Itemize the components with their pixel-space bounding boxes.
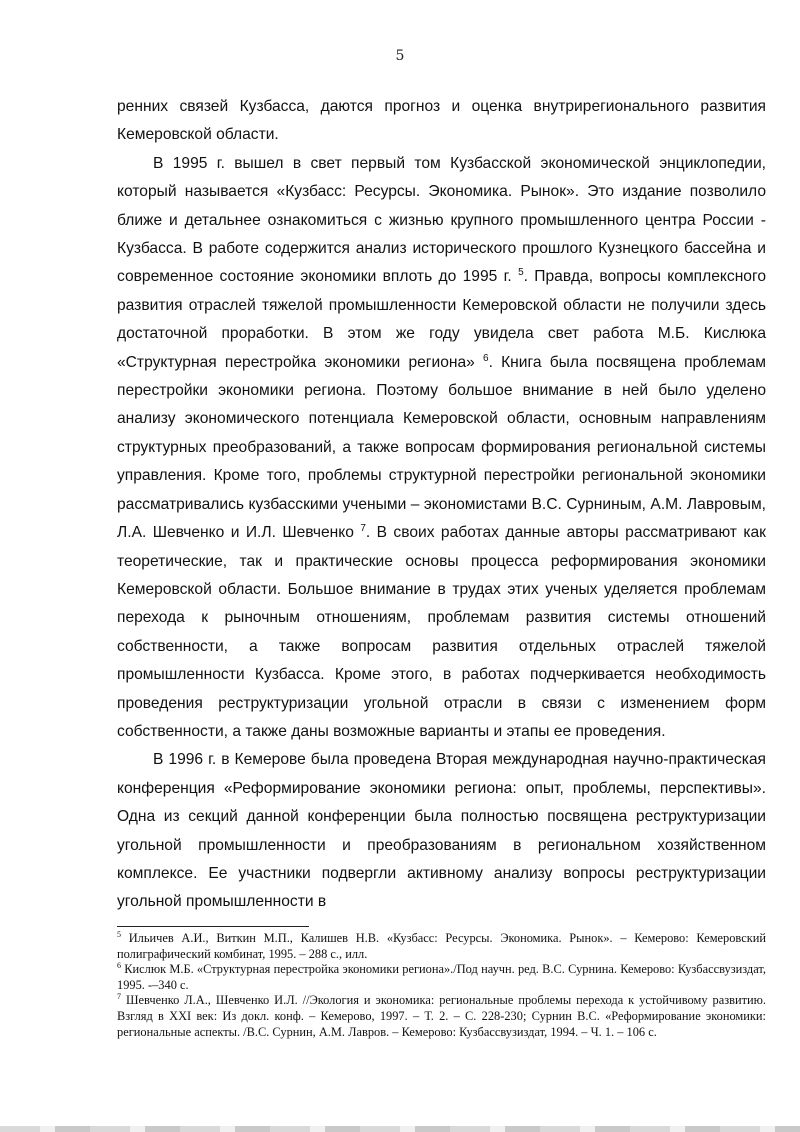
text-run: В 1995 г. вышел в свет первый том Кузбасской экономической энциклопедии, который называется «Кузбасс: Ресурсы. Экономика. Рынок». Это издание позволило ближе и детальнее ознакомиться с жизнью крупного промышленного центра России - Кузбасса. В работе содержится анализ исторического прошлого Кузнецкого бассейна и современное состояние экономики вплоть до 1995 г. — [117, 154, 766, 286]
paragraph-3 — [117, 746, 766, 916]
text-run: . В своих работах данные авторы рассматривают как теоретические, так и практические основы процесса реформирования экономики Кемеровской области. Большое внимание в трудах этих ученых уделяется проблемам перехода к рыночным отношениям, проблемам развития системы отношений собственности, а также вопросам развития отдельных отраслей тяжелой промышленности Кузбасса. Кроме этого, в работах подчеркивается необходимость проведения реструктуризации угольной отрасли в связи с изменением форм собственности, а также даны возможные варианты и этапы ее проведения. — [117, 524, 766, 740]
footnote-ref-7[interactable]: 7 — [360, 522, 366, 534]
text-run: В 1996 г. в Кемерове была проведена Вторая международная научно-практическая конференция «Реформирование экономики региона: опыт, проблемы, перспективы». Одна из секций данной конференции была полностью посвящена реструктуризации угольной промышленности и преобразованиям в региональном хозяйственном комплексе. Ее участники подвергли активному анализу вопросы реструктуризации угольной промышленности в — [117, 751, 766, 911]
footnote-5 — [117, 931, 766, 962]
page-number: 5 — [395, 48, 405, 64]
footnote-text: Ильичев А.И., Виткин М.П., Калишев Н.В. «Кузбасс: Ресурсы. Экономика. Рынок». – Кемерово: Кемеровский полиграфический комбинат, 1995. – 288 с., илл. — [117, 931, 766, 961]
footnote-6 — [117, 962, 766, 993]
text-run: . Правда, вопросы комплексного развития отраслей тяжелой промышленности Кемеровской области не получили здесь достаточной проработки. В этом же году увидела свет работа М.Б. Кислюка «Структурная перестройка экономики региона» — [117, 268, 766, 371]
footnote-number: 5 — [117, 929, 121, 939]
footnote-ref-5[interactable]: 5 — [518, 267, 524, 279]
scan-edge-artifact — [0, 1126, 800, 1132]
text-run: . Книга была посвящена проблемам перестройки экономики региона. Поэтому большое внимание в ней было уделено анализу экономического потенциала Кемеровской области, основным направлениям структурных преобразований, а также вопросам формирования региональной системы управления. Кроме того, проблемы структурной перестройки региональной экономики рассматривались кузбасскими учеными – экономистами В.С. Сурниным, А.М. Лавровым, Л.А. Шевченко и И.Л. Шевченко — [117, 353, 766, 542]
footnote-separator — [117, 926, 309, 927]
paragraph-2 — [117, 150, 766, 747]
footnote-number: 6 — [117, 961, 121, 971]
footnote-ref-6[interactable]: 6 — [483, 352, 489, 364]
footnotes — [117, 931, 766, 1040]
footnote-number: 7 — [117, 992, 121, 1002]
text-run: ренних связей Кузбасса, даются прогноз и оценка внутрирегионального развития Кемеровской области. — [117, 98, 766, 144]
footnote-text: Кислюк М.Б. «Структурная перестройка экономики региона»./Под научн. ред. В.С. Сурнина. Кемерово: Кузбассвузиздат, 1995. -–340 с. — [117, 962, 766, 992]
paragraph-1 — [117, 93, 766, 150]
footnote-text: Шевченко Л.А., Шевченко И.Л. //Экология и экономика: региональные проблемы перехода к устойчивому развитию. Взгляд в XXI век: Из докл. конф. – Кемерово, 1997. – Т. 2. – С. 228-230; Сурнин В.С. «Реформирование экономики: региональные аспекты. /В.С. Сурнин, А.М. Лавров. – Кемерово: Кузбассвузиздат, 1994. – Ч. 1. – 106 с. — [117, 993, 766, 1039]
footnote-7 — [117, 993, 766, 1040]
body-text — [117, 93, 766, 917]
